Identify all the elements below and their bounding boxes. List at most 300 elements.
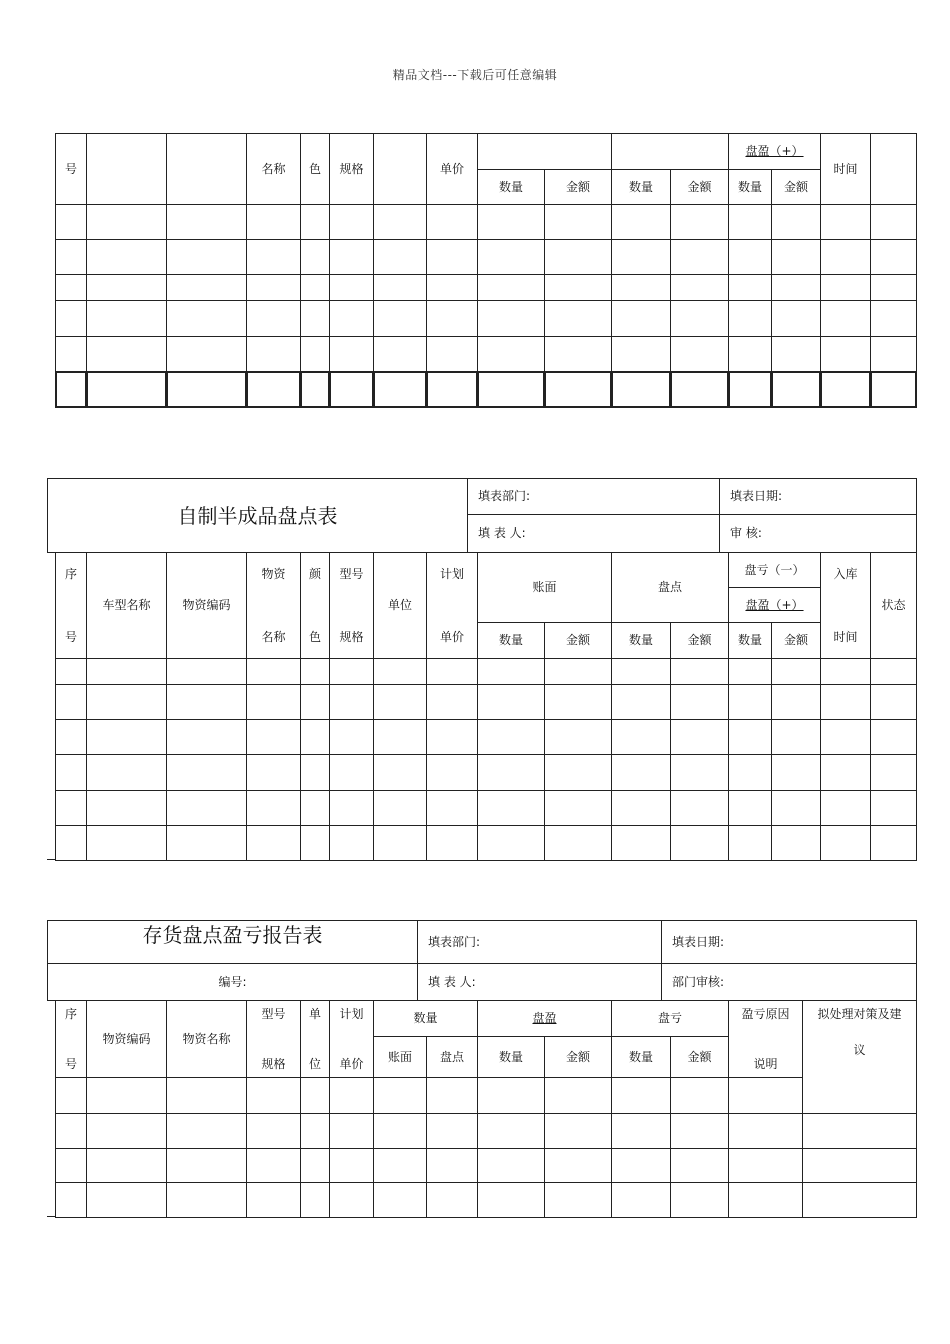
table-cell — [477, 204, 545, 240]
table-cell — [246, 300, 301, 337]
header-surplus: 盘盈 — [477, 1000, 612, 1037]
table-cell — [611, 754, 671, 791]
table-cell — [426, 825, 478, 861]
table-cell — [611, 336, 671, 372]
table-cell — [611, 204, 671, 240]
header-seq: 号 — [55, 133, 87, 205]
header-status: 状态 — [870, 552, 917, 659]
table-cell — [771, 204, 821, 240]
table-cell — [611, 300, 671, 337]
table-cell — [728, 825, 772, 861]
table-cell — [426, 371, 478, 408]
table-cell — [329, 1182, 374, 1218]
table-cell — [373, 790, 427, 826]
table-cell — [477, 754, 545, 791]
table-cell — [611, 684, 671, 720]
fill-date-field: 填表日期: — [719, 478, 917, 515]
table-cell — [728, 1148, 803, 1183]
watermark-header: 精品文档---下载后可任意编辑 — [392, 68, 558, 82]
table-cell — [771, 719, 821, 755]
table-cell — [86, 1113, 167, 1149]
table-cell — [771, 790, 821, 826]
table-cell — [820, 825, 871, 861]
table-cell — [300, 274, 330, 301]
table-cell — [86, 754, 167, 791]
table-cell — [166, 790, 247, 826]
table-cell — [477, 719, 545, 755]
table-cell — [373, 1113, 427, 1149]
table-cell — [870, 371, 917, 408]
table-cell — [373, 1077, 427, 1114]
header-amount: 金额 — [544, 622, 612, 659]
table-cell — [820, 239, 871, 275]
table-cell — [329, 239, 374, 275]
table-cell — [670, 684, 729, 720]
table-cell — [477, 825, 545, 861]
table-cell — [477, 790, 545, 826]
header-material-name: 物资名称 — [166, 1000, 247, 1078]
header-qty: 数量 — [728, 622, 772, 659]
table-cell — [728, 1113, 803, 1149]
table-cell — [426, 790, 478, 826]
table-cell — [246, 239, 301, 275]
table-cell — [55, 1148, 87, 1183]
table-cell — [373, 371, 427, 408]
table-cell — [86, 204, 167, 240]
table-cell — [246, 204, 301, 240]
table-cell — [870, 684, 917, 720]
header-color: 颜 色 — [300, 552, 330, 659]
table-cell — [611, 790, 671, 826]
table-cell — [670, 204, 729, 240]
table-cell — [86, 274, 167, 301]
table-cell — [426, 719, 478, 755]
header-qty: 数量 — [477, 622, 545, 659]
table-cell — [771, 658, 821, 685]
table-cell — [373, 239, 427, 275]
table-cell — [86, 825, 167, 861]
fill-dept-field: 填表部门: — [467, 478, 720, 515]
table-cell — [544, 825, 612, 861]
table-cell — [55, 1077, 87, 1114]
table-cell — [426, 1113, 478, 1149]
table-cell — [820, 204, 871, 240]
table-cell — [802, 1113, 917, 1149]
header-amount: 金额 — [544, 169, 612, 205]
table-cell — [300, 1113, 330, 1149]
table-cell — [728, 274, 772, 301]
table-cell — [771, 274, 821, 301]
table-cell — [329, 336, 374, 372]
header-group-1 — [477, 133, 612, 170]
table-cell — [246, 336, 301, 372]
table-cell — [300, 336, 330, 372]
table-cell — [728, 684, 772, 720]
table-cell — [611, 719, 671, 755]
table-cell — [820, 274, 871, 301]
table-cell — [55, 300, 87, 337]
table-cell — [329, 658, 374, 685]
table-cell — [870, 204, 917, 240]
table-cell — [166, 371, 247, 408]
table-cell — [86, 684, 167, 720]
table-cell — [373, 1148, 427, 1183]
table-cell — [166, 825, 247, 861]
header-loss: 盘亏 — [611, 1000, 729, 1037]
table-cell — [670, 1077, 729, 1114]
table-cell — [329, 790, 374, 826]
table-cell — [166, 1077, 247, 1114]
table-cell — [166, 1148, 247, 1183]
table-cell — [246, 719, 301, 755]
table-cell — [373, 274, 427, 301]
header-blank-2 — [166, 133, 247, 205]
table-cell — [728, 239, 772, 275]
table-cell — [426, 1148, 478, 1183]
table-cell — [373, 719, 427, 755]
table-cell — [771, 754, 821, 791]
fill-dept-field: 填表部门: — [417, 920, 662, 964]
table-cell — [477, 1148, 545, 1183]
filler-field: 填 表 人: — [467, 514, 720, 553]
table3-title: 存货盘点盈亏报告表 — [47, 920, 418, 964]
table-cell — [611, 825, 671, 861]
table-cell — [246, 1113, 301, 1149]
table-cell — [55, 684, 87, 720]
table-cell — [329, 754, 374, 791]
table-cell — [477, 1113, 545, 1149]
table-cell — [820, 754, 871, 791]
table-cell — [329, 684, 374, 720]
table-cell — [55, 658, 87, 685]
table-cell — [477, 239, 545, 275]
header-blank-3 — [373, 133, 427, 205]
table-cell — [246, 1148, 301, 1183]
header-quantity: 数量 — [373, 1000, 478, 1037]
table-cell — [246, 371, 301, 408]
header-material-code: 物资编码 — [166, 552, 247, 659]
table-cell — [728, 1182, 803, 1218]
review-field: 审 核: — [719, 514, 917, 553]
table-cell — [820, 684, 871, 720]
divider — [47, 859, 56, 860]
table-cell — [373, 754, 427, 791]
table-cell — [477, 658, 545, 685]
header-in-time: 入库 时间 — [820, 552, 871, 659]
header-unit: 单位 — [373, 552, 427, 659]
table-cell — [670, 336, 729, 372]
table-cell — [820, 658, 871, 685]
header-qty: 数量 — [728, 169, 772, 205]
table-cell — [329, 1148, 374, 1183]
table-cell — [246, 1077, 301, 1114]
table-cell — [373, 684, 427, 720]
table-cell — [426, 336, 478, 372]
table-cell — [300, 754, 330, 791]
table-cell — [728, 204, 772, 240]
table-cell — [373, 658, 427, 685]
table-cell — [611, 239, 671, 275]
table-cell — [329, 719, 374, 755]
table-cell — [870, 658, 917, 685]
header-qty: 数量 — [611, 1036, 671, 1078]
table-cell — [728, 371, 772, 408]
table-cell — [426, 239, 478, 275]
table-cell — [477, 684, 545, 720]
header-amount: 金额 — [771, 169, 821, 205]
table-cell — [670, 239, 729, 275]
table-cell — [55, 719, 87, 755]
table-cell — [373, 300, 427, 337]
table-cell — [86, 790, 167, 826]
table-cell — [870, 300, 917, 337]
table-cell — [300, 239, 330, 275]
table-cell — [300, 371, 330, 408]
table-cell — [870, 754, 917, 791]
table2-title: 自制半成品盘点表 — [47, 478, 468, 553]
table-cell — [86, 658, 167, 685]
table-cell — [373, 336, 427, 372]
table-cell — [55, 825, 87, 861]
header-material-name: 物资 名称 — [246, 552, 301, 659]
header-surplus: 盘盈（+） — [728, 587, 821, 623]
table-cell — [670, 300, 729, 337]
table-cell — [477, 336, 545, 372]
table-cell — [166, 300, 247, 337]
table-cell — [771, 825, 821, 861]
table-cell — [611, 371, 671, 408]
table-cell — [771, 684, 821, 720]
table-cell — [670, 274, 729, 301]
table-cell — [300, 1077, 330, 1114]
header-qty: 数量 — [477, 1036, 545, 1078]
header-spec: 规格 — [329, 133, 374, 205]
table-cell — [86, 1182, 167, 1218]
header-measures: 拟处理对策及建 议 — [802, 1000, 917, 1114]
table-cell — [166, 239, 247, 275]
table-cell — [426, 204, 478, 240]
table-cell — [728, 754, 772, 791]
table-cell — [86, 239, 167, 275]
header-loss: 盘亏（一） — [728, 552, 821, 588]
header-time: 时间 — [820, 133, 871, 205]
table-cell — [544, 684, 612, 720]
table-cell — [86, 719, 167, 755]
table-cell — [728, 336, 772, 372]
table-cell — [544, 1148, 612, 1183]
table-cell — [820, 790, 871, 826]
table-cell — [611, 1148, 671, 1183]
table-cell — [670, 825, 729, 861]
table-cell — [670, 754, 729, 791]
table-cell — [246, 790, 301, 826]
table-cell — [86, 1148, 167, 1183]
table-cell — [246, 825, 301, 861]
header-qty: 数量 — [611, 622, 671, 659]
table-cell — [771, 300, 821, 337]
header-amount: 金额 — [670, 622, 729, 659]
header-amount: 金额 — [771, 622, 821, 659]
table-cell — [300, 825, 330, 861]
table-cell — [55, 1182, 87, 1218]
table-cell — [544, 754, 612, 791]
table-cell — [870, 239, 917, 275]
filler-field: 填 表 人: — [417, 963, 662, 1001]
table-cell — [246, 1182, 301, 1218]
table-cell — [820, 371, 871, 408]
table-cell — [477, 274, 545, 301]
table-cell — [373, 1182, 427, 1218]
table-cell — [55, 371, 87, 408]
table-cell — [870, 825, 917, 861]
header-plan-price: 计划 单价 — [426, 552, 478, 659]
table-cell — [246, 684, 301, 720]
table-cell — [55, 336, 87, 372]
header-color: 色 — [300, 133, 330, 205]
table-cell — [166, 204, 247, 240]
table-cell — [426, 300, 478, 337]
table-cell — [870, 336, 917, 372]
table-cell — [611, 658, 671, 685]
table-cell — [300, 204, 330, 240]
table-cell — [611, 1113, 671, 1149]
table-cell — [802, 1182, 917, 1218]
table-cell — [329, 300, 374, 337]
table-cell — [544, 239, 612, 275]
table-cell — [544, 371, 612, 408]
header-material-code: 物资编码 — [86, 1000, 167, 1078]
table-cell — [55, 274, 87, 301]
table-cell — [246, 658, 301, 685]
table-cell — [426, 684, 478, 720]
header-surplus: 盘盈（+） — [728, 133, 821, 170]
table-cell — [329, 274, 374, 301]
table-cell — [477, 371, 545, 408]
header-amount: 金额 — [544, 1036, 612, 1078]
table-cell — [329, 204, 374, 240]
table-cell — [544, 1113, 612, 1149]
table-cell — [55, 204, 87, 240]
table-cell — [728, 1077, 803, 1114]
table-cell — [544, 1077, 612, 1114]
table-cell — [477, 1182, 545, 1218]
table-cell — [55, 1113, 87, 1149]
table-cell — [670, 790, 729, 826]
header-spec: 型号 规格 — [246, 1000, 301, 1078]
header-seq: 序 号 — [55, 1000, 87, 1078]
header-blank-4 — [870, 133, 917, 205]
table-cell — [670, 1182, 729, 1218]
table-cell — [426, 274, 478, 301]
table-cell — [86, 1077, 167, 1114]
header-reason: 盈亏原因 说明 — [728, 1000, 803, 1078]
table-cell — [166, 719, 247, 755]
table-cell — [820, 719, 871, 755]
table-cell — [426, 1077, 478, 1114]
header-unit-price: 单价 — [426, 133, 478, 205]
table-cell — [300, 1182, 330, 1218]
header-count: 盘点 — [426, 1036, 478, 1078]
table-cell — [544, 274, 612, 301]
table-cell — [820, 300, 871, 337]
table-cell — [544, 658, 612, 685]
table-cell — [771, 336, 821, 372]
table-cell — [611, 1182, 671, 1218]
table-cell — [329, 825, 374, 861]
table-cell — [544, 719, 612, 755]
table-cell — [166, 754, 247, 791]
table-cell — [166, 684, 247, 720]
table-cell — [300, 1148, 330, 1183]
table-cell — [166, 1182, 247, 1218]
table-cell — [670, 719, 729, 755]
table-cell — [329, 1077, 374, 1114]
table-cell — [166, 658, 247, 685]
header-group-2 — [611, 133, 729, 170]
table-cell — [670, 1148, 729, 1183]
table-cell — [670, 658, 729, 685]
table-cell — [802, 1148, 917, 1183]
table-cell — [300, 684, 330, 720]
table-cell — [870, 274, 917, 301]
table-cell — [728, 719, 772, 755]
table-cell — [728, 658, 772, 685]
table-cell — [55, 754, 87, 791]
table-cell — [166, 274, 247, 301]
header-count: 盘点 — [611, 552, 729, 623]
table-cell — [544, 204, 612, 240]
table-cell — [870, 719, 917, 755]
table-cell — [544, 1182, 612, 1218]
table-cell — [246, 754, 301, 791]
table-cell — [246, 274, 301, 301]
table-cell — [544, 300, 612, 337]
table-cell — [329, 1113, 374, 1149]
table-cell — [86, 371, 167, 408]
table-cell — [166, 336, 247, 372]
header-name: 名称 — [246, 133, 301, 205]
table-cell — [300, 658, 330, 685]
header-qty: 数量 — [477, 169, 545, 205]
table-cell — [771, 371, 821, 408]
table-cell — [870, 790, 917, 826]
table-cell — [728, 300, 772, 337]
table-cell — [544, 336, 612, 372]
table-cell — [166, 1113, 247, 1149]
dept-review-field: 部门审核: — [661, 963, 917, 1001]
table-cell — [544, 790, 612, 826]
header-unit: 单 位 — [300, 1000, 330, 1078]
header-amount: 金额 — [670, 169, 729, 205]
number-field: 编号: — [47, 963, 418, 1001]
table-cell — [300, 719, 330, 755]
table-cell — [329, 371, 374, 408]
header-book: 账面 — [373, 1036, 427, 1078]
table-cell — [373, 204, 427, 240]
divider — [47, 1216, 56, 1217]
table-cell — [611, 274, 671, 301]
header-spec: 型号 规格 — [329, 552, 374, 659]
table-cell — [55, 239, 87, 275]
table-cell — [477, 1077, 545, 1114]
header-blank-1 — [86, 133, 167, 205]
table-cell — [86, 336, 167, 372]
table-cell — [86, 300, 167, 337]
table-cell — [820, 336, 871, 372]
table-cell — [477, 300, 545, 337]
header-amount: 金额 — [670, 1036, 729, 1078]
header-plan-price: 计划 单价 — [329, 1000, 374, 1078]
